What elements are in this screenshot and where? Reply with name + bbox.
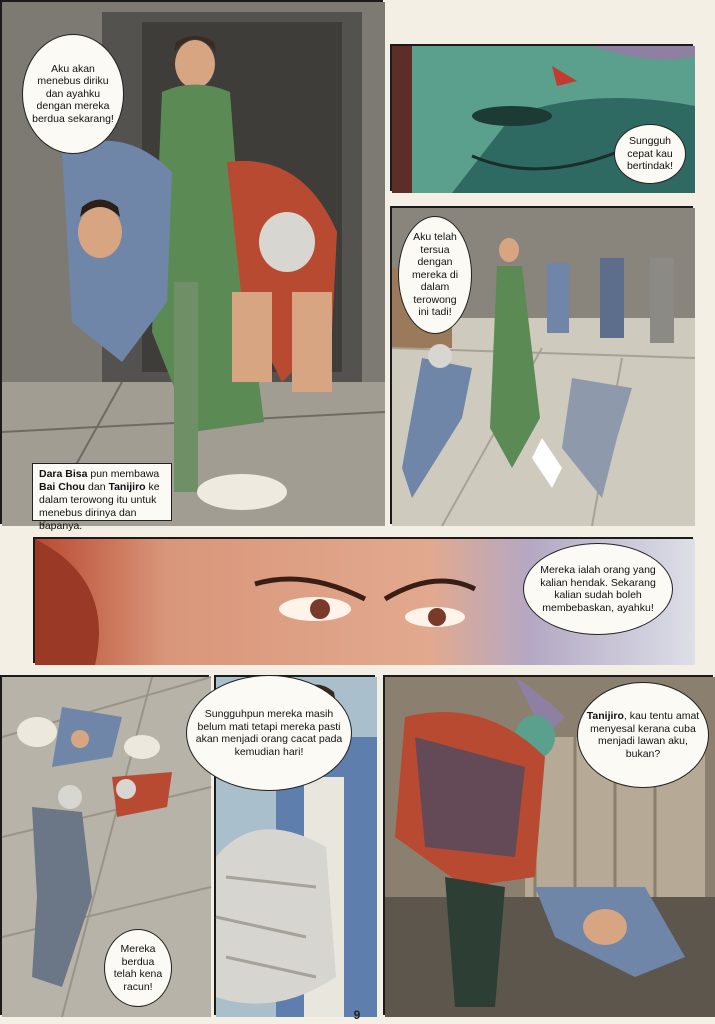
panel-6	[195, 675, 375, 1015]
speech-bubble-p4: Mereka ialah orang yang kalian hendak. Sekarang kalian sudah boleh membebaskan, ayahku!	[523, 543, 673, 635]
caption-text-3: ke dalam terowong itu untuk menebus dirinya dan bapanya.	[39, 481, 160, 532]
panel-2	[390, 44, 693, 191]
bubble-text-p7	[586, 710, 700, 760]
caption-name-tanijiro: Tanijiro	[108, 481, 146, 493]
panel-1	[0, 0, 383, 532]
caption-text-2: dan	[85, 481, 109, 493]
speech-bubble-p2: Sungguh cepat kau bertindak!	[614, 124, 686, 184]
speech-bubble-p6: Sungguhpun mereka masih belum mati tetapi mereka pasti akan menjadi orang cacat pada kemudian hari!	[186, 675, 352, 791]
speech-bubble-p1: Aku akan menebus diriku dan ayahku dengan mereka berdua sekarang!	[22, 34, 124, 154]
speech-bubble-p7	[577, 682, 709, 788]
panel-7	[383, 675, 713, 1015]
panel-3	[390, 206, 693, 524]
panel-5	[0, 675, 209, 1015]
caption-text-1: pun membawa	[87, 468, 160, 480]
speech-bubble-p3: Aku telah tersua dengan mereka di dalam terowong ini tadi!	[398, 216, 472, 334]
speech-bubble-p5: Mereka berdua telah kena racun!	[104, 929, 172, 1007]
caption-name-dara-bisa: Dara Bisa	[39, 468, 88, 480]
page-number: 9	[353, 1008, 361, 1022]
caption-name-bai-chou: Bai Chou	[39, 481, 86, 493]
bubble-text-p7-body: , kau tentu amat menyesal kerana cuba menjadi lawan aku, bukan?	[590, 710, 700, 760]
narration-caption	[32, 463, 172, 532]
panel-4	[33, 537, 693, 663]
bubble-name-tanijiro: Tanijiro	[586, 710, 624, 722]
